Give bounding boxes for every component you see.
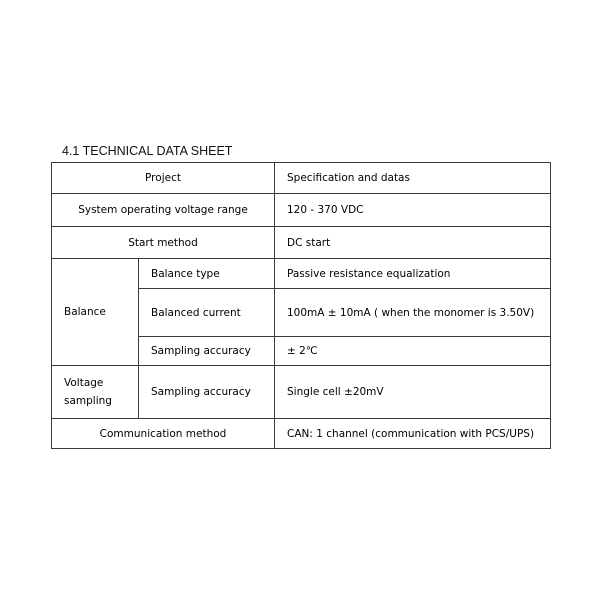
communication-label: Communication method <box>52 419 275 449</box>
header-project: Project <box>52 163 275 194</box>
balance-group-label: Balance <box>52 259 139 366</box>
voltage-sampling-accuracy-label: Sampling accuracy <box>139 366 275 419</box>
start-method-value: DC start <box>275 227 551 259</box>
voltage-sampling-group-label: Voltage sampling <box>52 366 139 419</box>
voltage-range-value: 120 - 370 VDC <box>275 194 551 227</box>
table-row <box>52 366 551 419</box>
balance-type-value: Passive resistance equalization <box>275 259 551 289</box>
table-row <box>52 194 551 227</box>
balance-accuracy-value: ± 2℃ <box>275 337 551 366</box>
technical-data-table <box>51 162 551 449</box>
balance-accuracy-label: Sampling accuracy <box>139 337 275 366</box>
table-header-row <box>52 163 551 194</box>
header-spec: Specification and datas <box>275 163 551 194</box>
table-row <box>52 259 551 289</box>
voltage-sampling-accuracy-value: Single cell ±20mV <box>275 366 551 419</box>
section-title: 4.1 TECHNICAL DATA SHEET <box>62 144 233 158</box>
voltage-range-label: System operating voltage range <box>52 194 275 227</box>
start-method-label: Start method <box>52 227 275 259</box>
table-row <box>52 227 551 259</box>
balance-type-label: Balance type <box>139 259 275 289</box>
balanced-current-label: Balanced current <box>139 289 275 337</box>
balanced-current-value: 100mA ± 10mA ( when the monomer is 3.50V) <box>275 289 551 337</box>
communication-value: CAN: 1 channel (communication with PCS/UPS) <box>275 419 551 449</box>
table-row <box>52 419 551 449</box>
